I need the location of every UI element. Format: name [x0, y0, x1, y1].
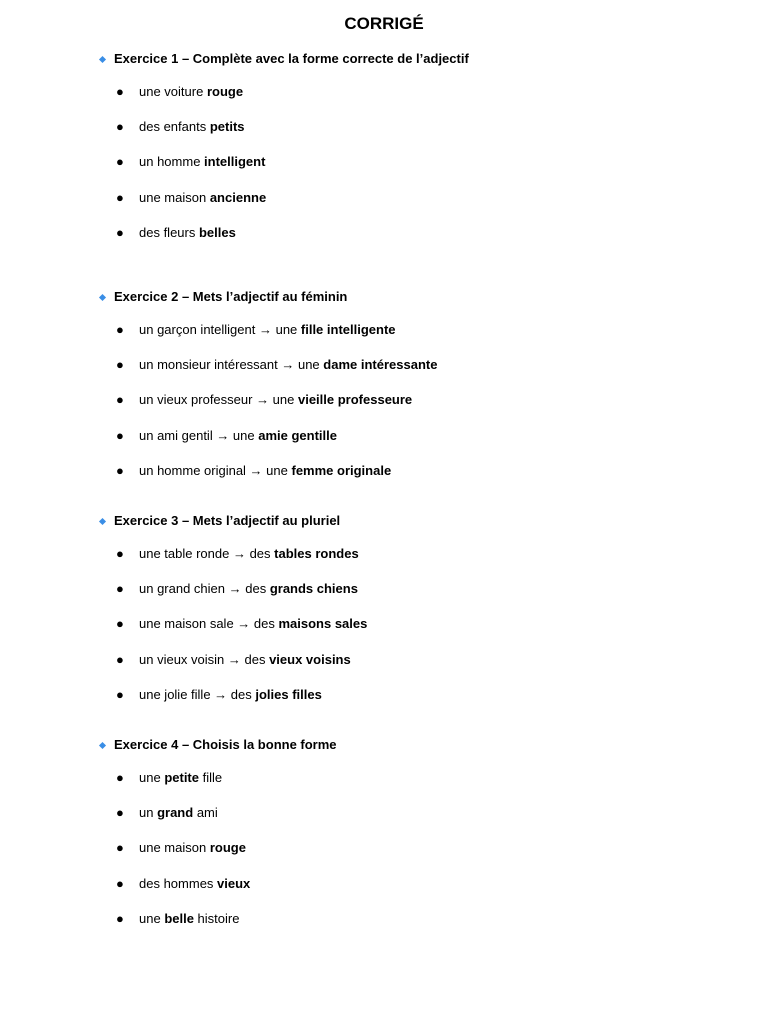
item-answer: grands chiens [269, 581, 358, 597]
exercise-title: Exercice 1 – Complète avec la forme correcte de l’adjectif [114, 51, 469, 66]
item-text: une voiture [139, 84, 207, 99]
list-item [98, 545, 738, 580]
item-answer: petite [164, 770, 199, 785]
item-text: un garçon intelligent → une [139, 322, 301, 337]
item-text-after: ami [193, 805, 218, 821]
item-answer: fille intelligente [300, 322, 396, 337]
bullet-icon: ● [116, 224, 124, 240]
bullet-icon: ● [116, 651, 124, 667]
item-text: une maison sale → des [139, 616, 279, 632]
bullet-icon: ● [116, 119, 124, 135]
list-item [98, 686, 738, 721]
list-item [98, 427, 738, 462]
list-item [98, 321, 738, 356]
item-text-after: fille [198, 770, 223, 785]
item-answer: rouge [206, 84, 244, 99]
list-item [98, 580, 738, 615]
item-text: un monsieur intéressant → une [139, 357, 324, 373]
list-item [98, 875, 738, 910]
item-text: un vieux professeur → une [139, 392, 298, 408]
exercise-1 [98, 50, 738, 259]
diamond-bullet-icon [99, 55, 106, 62]
list-item [98, 651, 738, 686]
bullet-icon: ● [116, 686, 124, 702]
item-text: un grand chien → des [139, 581, 270, 597]
exercise-heading [98, 512, 738, 530]
diamond-bullet-icon [99, 741, 106, 748]
list-item [98, 224, 738, 259]
item-answer: rouge [209, 840, 246, 856]
item-answer: belle [164, 910, 194, 926]
exercise-heading [98, 288, 738, 306]
bullet-icon: ● [116, 770, 124, 785]
answer-list [98, 321, 738, 497]
item-text: des enfants [139, 119, 210, 135]
item-text: une [139, 770, 165, 785]
list-item [98, 83, 738, 118]
list-item [98, 118, 738, 153]
bullet-icon: ● [116, 840, 124, 856]
item-answer: femme originale [291, 462, 392, 478]
item-answer: tables rondes [274, 546, 359, 561]
item-answer: belles [198, 224, 236, 240]
page-title: CORRIGÉ [344, 14, 424, 33]
item-text-after: histoire [193, 910, 240, 926]
item-text: une [139, 910, 165, 926]
list-item [98, 356, 738, 391]
list-item [98, 769, 738, 804]
item-answer: intelligent [204, 154, 266, 170]
exercise-heading [98, 736, 738, 754]
list-item [98, 153, 738, 188]
item-text: une jolie fille → des [139, 686, 256, 702]
diamond-bullet-icon [99, 293, 106, 300]
list-item [98, 189, 738, 224]
item-text: des fleurs [139, 224, 199, 240]
item-answer: vieille professeure [297, 392, 413, 408]
exercise-2 [98, 288, 738, 497]
item-answer: dame intéressante [323, 357, 438, 373]
item-text: un vieux voisin → des [139, 651, 270, 667]
bullet-icon: ● [116, 581, 124, 597]
bullet-icon: ● [116, 910, 124, 926]
item-answer: ancienne [209, 189, 267, 205]
bullet-icon: ● [116, 84, 124, 99]
item-answer: petits [209, 119, 245, 135]
answer-list [98, 545, 738, 721]
item-text: un [139, 805, 158, 821]
item-answer: vieux [217, 875, 251, 891]
bullet-icon: ● [116, 462, 124, 478]
item-text: une table ronde → des [139, 546, 275, 561]
item-answer: amie gentille [258, 427, 337, 443]
item-text: une maison [139, 840, 210, 856]
answer-list [98, 83, 738, 259]
exercise-title: Exercice 4 – Choisis la bonne forme [114, 737, 337, 752]
list-item [98, 391, 738, 426]
bullet-icon: ● [116, 616, 124, 632]
list-item [98, 462, 738, 497]
bullet-icon: ● [116, 154, 124, 170]
bullet-icon: ● [116, 357, 124, 373]
answer-list [98, 769, 738, 945]
item-answer: vieux voisins [269, 651, 351, 667]
bullet-icon: ● [116, 546, 124, 561]
diamond-bullet-icon [99, 517, 106, 524]
list-item [98, 910, 738, 945]
item-answer: maisons sales [278, 616, 368, 632]
exercise-heading [98, 50, 738, 68]
exercise-3 [98, 512, 738, 721]
list-item [98, 804, 738, 839]
item-text: un homme [139, 154, 205, 170]
item-text: un ami gentil → une [139, 427, 259, 443]
item-text: un homme original → une [139, 462, 292, 478]
item-answer: jolies filles [255, 686, 322, 702]
bullet-icon: ● [116, 189, 124, 205]
exercise-title: Exercice 2 – Mets l’adjectif au féminin [114, 289, 348, 304]
exercise-4 [98, 736, 738, 945]
list-item [98, 615, 738, 650]
bullet-icon: ● [116, 427, 124, 443]
bullet-icon: ● [116, 875, 124, 891]
item-answer: grand [157, 805, 194, 821]
item-text: des hommes [139, 875, 218, 891]
list-item [98, 839, 738, 874]
bullet-icon: ● [116, 322, 124, 337]
item-text: une maison [139, 189, 210, 205]
exercise-title: Exercice 3 – Mets l’adjectif au pluriel [114, 513, 341, 528]
bullet-icon: ● [116, 392, 124, 408]
bullet-icon: ● [116, 805, 124, 821]
